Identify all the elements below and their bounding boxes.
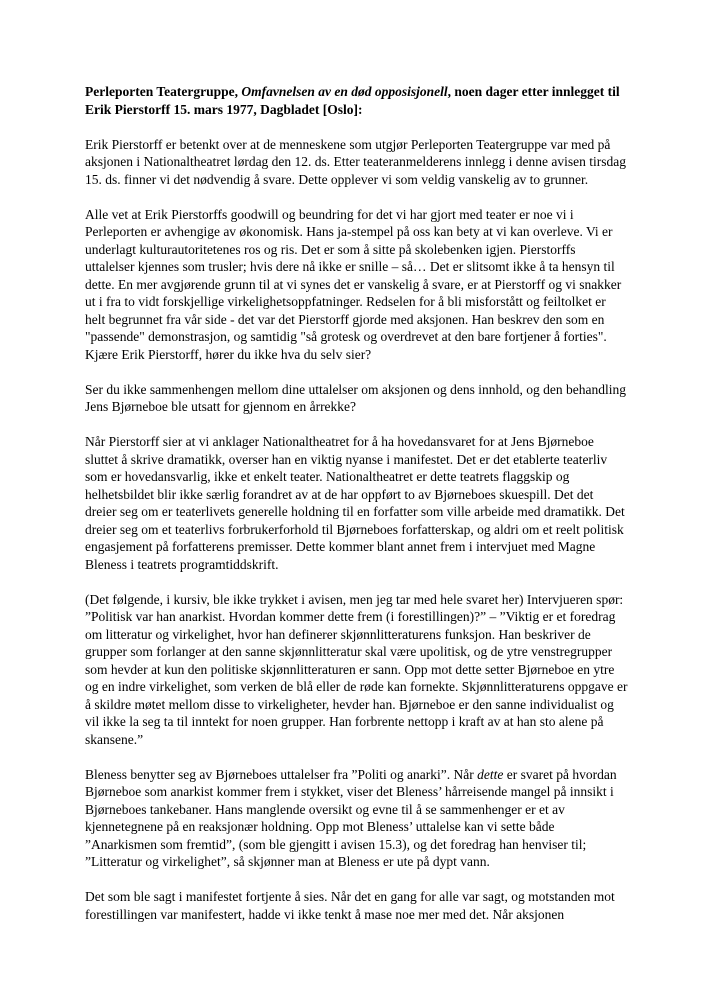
paragraph-7: Det som ble sagt i manifestet fortjente å sies. Når det en gang for alle var sagt, og motstanden mot forestillingen var manifestert, hadde vi ikke tenkt å mase noe mer med det. Når aksjonen — [85, 889, 615, 922]
paragraph-6-italic-word: dette — [477, 766, 504, 782]
paragraph-1: Erik Pierstorff er betenkt over at de menneskene som utgjør Perleporten Teatergruppe var med på aksjonen i Nationaltheatret lørdag den 12. ds. Etter teateranmelderens innlegg i denne avisen tirsdag 15. ds. finner vi det nødvendig å svare. Dette opplever vi som veldig vanskelig av to grunner. — [85, 136, 626, 187]
paragraph-5: (Det følgende, i kursiv, ble ikke trykket i avisen, men jeg tar med hele svaret her) Intervjueren spør: ”Politisk var han anarkist. Hvordan kommer dette frem (i forestillingen)?” – ”Viktig er et foredrag om litteratur og virkelighet, hvor han definerer skjønnlitteraturens funksjon. Han beskriver de grupper som forlanger at den sanne skjønnlitteratur skal være upolitisk, og de ytre venstregrupper som hevder at kun den politiske skjønnlitteraturen er sann. Opp mot dette setter Bjørneboe en ytre og en indre virkelighet, som verken de blå eller de røde kan fornekte. Skjønnlitteraturens oppgave er å skildre møtet mellom disse to virkeligheter, hevder han. Bjørneboe er den sanne individualist og vil ikke la seg ta til inntekt for noen grupper. Han forbrente nettopp i kraft av at han sto alene på skansene.” — [85, 591, 628, 747]
work-title: Omfavnelsen av en død opposisjonell — [241, 84, 448, 99]
paragraph-6 — [85, 766, 628, 871]
paragraph-6-text-before: Bleness benytter seg av Bjørneboes uttalelser fra ”Politi og anarki”. Når — [85, 766, 478, 782]
paragraph-3: Ser du ikke sammenhengen mellom dine uttalelser om aksjonen og dens innhold, og den behandling Jens Bjørneboe ble utsatt for gjennom en årrekke? — [85, 381, 627, 414]
paragraph-2: Alle vet at Erik Pierstorffs goodwill og beundring for det vi har gjort med teater er noe vi i Perleporten er avhengige av økonomisk. Hans ja-stempel på oss kan bety at vi kan overleve. Vi er underlagt kulturautoritetenes ros og ris. Det er som å sitte på skolebenken igjen. Pierstorffs uttalelser kjennes som trusler; hvis dere nå ikke er snille – så… Det er slitsomt ikke å ta hensyn til dette. En mer avgjørende grunn til at vi synes det er vanskelig å svare, er at Pierstorff og vi snakker ut i fra to vidt forskjellige virkelighetsoppfatninger. Redselen for å bli misforstått og feiltolket er helt begrunnet fra vår side - det var det Pierstorff gjorde med aksjonen. Han beskrev den som en "passende" demonstrasjon, og samtidig "så grotesk og overdrevet at den bare fortjener å forties". Kjære Erik Pierstorff, hører du ikke hva du selv sier? — [85, 206, 622, 362]
paragraph-4: Når Pierstorff sier at vi anklager Nationaltheatret for å ha hovedansvaret for at Jens Bjørneboe sluttet å skrive dramatikk, overser han en viktig nyanse i manifestet. Det er det etablerte teaterliv som er hovedansvarlig, ikke et enkelt teater. Nationaltheatret er dette teatrets flaggskip og helhetsbildet blir ikke særlig forandret av at de har oppført to av Bjørneboes skuespill. Det det dreier seg om er teaterlivets generelle holdning til en forfatter som ville arbeide med dramatikk. Det dreier seg om et teaterlivs forbrukerforhold til Bjørneboes forfatterskap, og aldri om et reelt politisk engasjement på forfatterens premisser. Dette kommer blant annet frem i intervjuet med Magne Bleness i teatrets programtiddskrift. — [85, 434, 625, 572]
paragraph-6-text-after: er svaret på hvordan Bjørneboe som anarkist kommer frem i stykket, viser det Bleness’ hårreisende mangel på innsikt i Bjørneboes tankebaner. Hans manglende oversikt og evne til å se sammenhenger er et av kjennetegnene på en reaksjonær holdning. Opp mot Bleness’ uttalelse kan vi sette både ”Anarkismen som fremtid”, (som ble gjengitt i avisen 15.3), og det foredrag han henviser til; ”Litteratur og virkelighet”, så skjønner man at Bleness er ute på dypt vann. — [85, 766, 617, 869]
heading-prefix: Perleporten Teatergruppe, — [85, 84, 242, 99]
heading-suffix: , noen dager etter innlegget til Erik Pierstorff 15. mars 1977, Dagbladet [Oslo]: — [85, 84, 620, 117]
document-heading — [85, 83, 628, 118]
